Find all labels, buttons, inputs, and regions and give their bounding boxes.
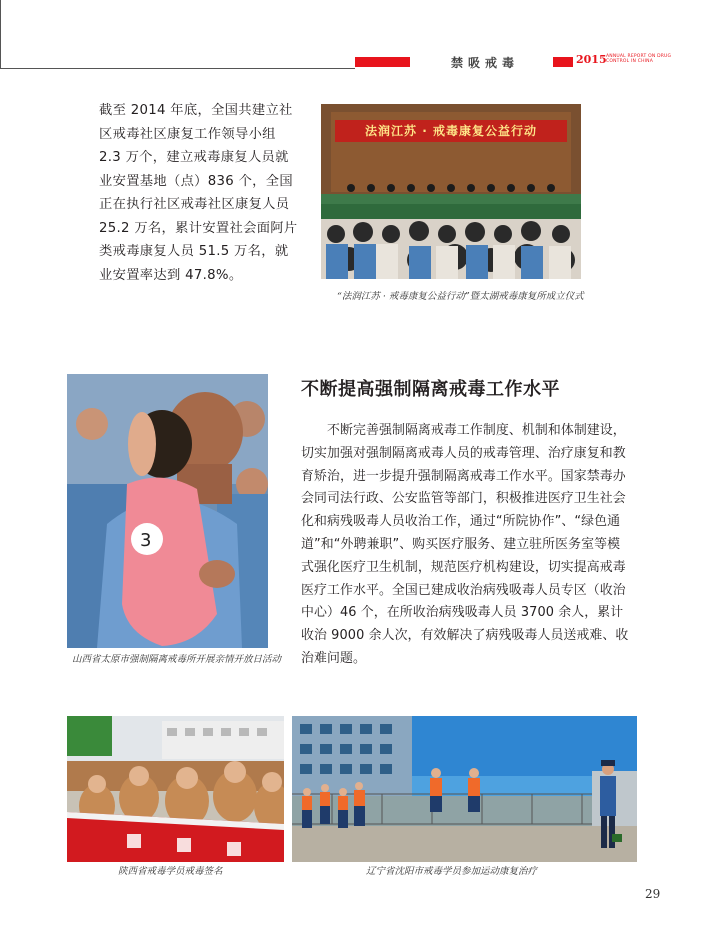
photo-signature (67, 716, 284, 862)
caption-conference: “法润江苏 · 戒毒康复公益行动”暨太湖戒毒康复所成立仪式 (337, 291, 584, 302)
svg-text:3: 3 (140, 530, 152, 551)
page-number: 29 (645, 887, 661, 901)
conference-banner: 法润江苏 · 戒毒康复公益行动 (365, 124, 537, 138)
caption-sports-rehab: 辽宁省沈阳市戒毒学员参加运动康复治疗 (366, 866, 538, 877)
report-line-1: ANNUAL REPORT ON DRUG (606, 54, 672, 59)
caption-family-day: 山西省太原市强制隔离戒毒所开展亲情开放日活动 (72, 654, 282, 665)
paragraph-community-rehab: 截至 2014 年底，全国共建立社区戒毒社区康复工作领导小组 2.3 万个，建立戒毒康复人员就业安置基地（点）836 个，全国正在执行社区戒毒社区康复人员 25.2 万名，累计安置社会面阿片类戒毒康复人员 51.5 万名，就业安置率达到 47.8%。 (99, 103, 298, 283)
paragraph-compulsory-isolation: 不断完善强制隔离戒毒工作制度、机制和体制建设，切实加强对强制隔离戒毒人员的戒毒管理、治疗康复和教育矫治，进一步提升强制隔离戒毒工作水平。国家禁毒办会同司法行政、公安监管等部门，积极推进医疗卫生社会化和病残吸毒人员收治工作，通过“所院协作”、“绿色通道”和“外聘兼职”、购买医疗服务、建立驻所医务室等模式强化医疗卫生机制，规范医疗机构建设，切实提高戒毒医疗工作水平。全国已建成收治病残吸毒人员专区（收治中心）46 个，在所收治病残吸毒人员 3700 余人，累计收治 9000 余人次，有效解决了病残吸毒人员送戒难、收治难问题。 (301, 423, 629, 666)
header-red-bar-left (355, 57, 410, 67)
report-line-2: CONTROL IN CHINA (606, 59, 654, 64)
section-heading: 不断提高强制隔离戒毒工作水平 (301, 379, 560, 400)
frame-header-rule (0, 68, 355, 69)
photo-sports-rehab (292, 716, 637, 862)
header-report-title (606, 54, 686, 64)
photo-family-day (67, 374, 268, 648)
frame-left-rule (0, 0, 1, 69)
header-red-bar-right (553, 57, 573, 67)
header-title: 禁吸戒毒 (450, 56, 519, 70)
photo-conference (321, 104, 581, 279)
header-year: 2015 (576, 53, 607, 66)
caption-signature: 陕西省戒毒学员戒毒签名 (118, 866, 223, 877)
